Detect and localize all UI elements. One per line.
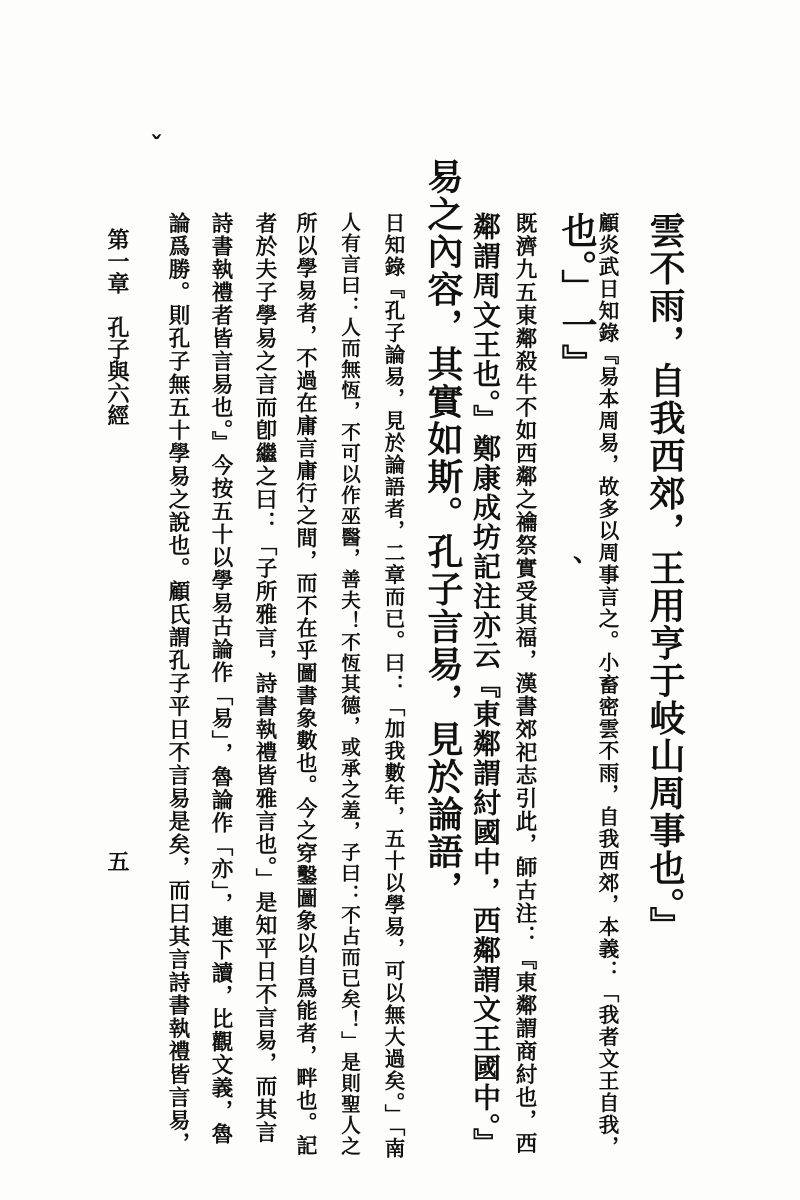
text-column-7: 日知錄『孔子論易，見於論語者，二章而已。曰：「加我數年，五十以學易，可以無大過矣。」「南 xyxy=(381,212,405,1160)
text-column-3: 也。」一』 xyxy=(556,212,598,382)
text-column-2: 顧炎武日知錄『易本周易，故多以周事言之。小畜密雲不雨，自我西郊，本義：「我者文王自我， xyxy=(595,212,619,1158)
text-column-4: 既濟九五東鄰殺牛不如西鄰之禴祭實受其福，漢書郊祀志引此，師古注：『東鄰謂商紂也，西 xyxy=(512,212,537,1155)
corner-mark: ˇ xyxy=(150,132,163,162)
chapter-footer: 第一章 孔子與六經 xyxy=(104,228,130,426)
text-column-5: 鄰謂周文王也。』鄭康成坊記注亦云『東鄰謂紂國中，西鄰謂文王國中。』 xyxy=(469,212,502,1158)
text-column-11: 詩書執禮者皆言易也。』今按五十以學易古論作「易」，魯論作「亦」，連下讀，比觀文義，魯 xyxy=(208,212,233,1146)
text-column-1: 雲不雨，自我西郊，王用亨于岐山周事也。』 xyxy=(644,212,686,944)
text-column-12: 論爲勝。則孔子無五十學易之說也。顧氏謂孔子平日不言易是矣，而曰其言詩書執禮皆言易， xyxy=(165,212,190,1155)
text-column-6: 易之內容，其實如斯。孔子言易，見於論語， xyxy=(422,158,464,908)
page-number: 五 xyxy=(104,850,130,872)
stray-mark: 、 xyxy=(573,538,600,568)
text-column-9: 所以學易者，不過在庸言庸行之間，而不在乎圖書象數也。今之穿鑿圖象以自爲能者，畔也。記 xyxy=(294,212,319,1157)
text-column-8: 人有言曰：人而無恆，不可以作巫醫，善夫！不恆其德，或承之羞，子曰：不占而已矣！」是則聖人之 xyxy=(338,212,361,1157)
text-column-10: 者於夫子學易之言而卽繼之曰：「子所雅言，詩書執禮皆雅言也。」是知平日不言易，而其言 xyxy=(252,212,277,1145)
